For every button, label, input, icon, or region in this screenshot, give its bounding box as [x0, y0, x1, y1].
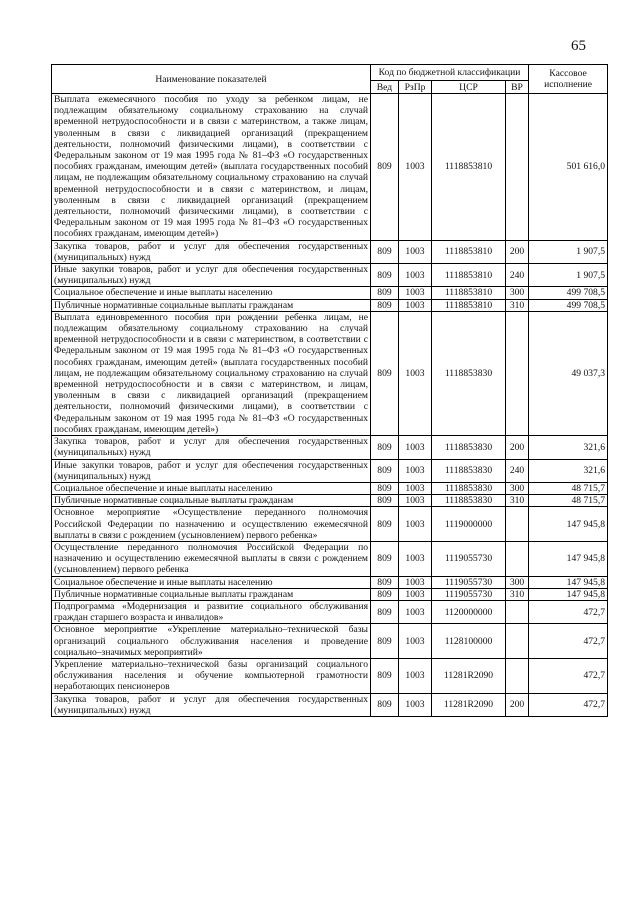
row-name: Выплата единовременного пособия при рождении ребенка лицам, не подлежащим обязательному социальному страхованию на случай временной нетрудоспособности и в связи с материнством, в соответствии с Федеральным законом от 19 мая 1995 года № 81–ФЗ «О государственных пособиях гражданам, имеющим детей» (выплата государственных пособий лицам, не подлежащим обязательному социальному страхованию на случай временной нетрудоспособности и в связи с материнством, и лицам, уволенным в связи с ликвидацией организаций (прекращением деятельности, полномочий физическими лицами), в соответствии с Федеральным законом от 19 мая 1995 года № 81–ФЗ «О государственных пособиях гражданам, имеющим детей») — [52, 311, 371, 435]
row-amount: 321,6 — [529, 436, 608, 459]
row-amount: 321,6 — [529, 459, 608, 482]
row-name: Социальное обеспечение и иные выплаты населению — [52, 482, 371, 494]
header-ved: Вед — [371, 81, 399, 94]
row-ved: 809 — [371, 311, 399, 435]
row-vr — [506, 658, 529, 693]
row-vr — [506, 624, 529, 659]
row-name: Подпрограмма «Модернизация и развитие социального обслуживания граждан старшего возраста и инвалидов» — [52, 600, 371, 623]
row-csr: 1118853830 — [432, 482, 506, 494]
row-vr: 310 — [506, 495, 529, 507]
row-amount: 501 616,0 — [529, 94, 608, 241]
row-rzpr: 1003 — [399, 459, 432, 482]
row-name: Закупка товаров, работ и услуг для обеспечения государственных (муниципальных) нужд — [52, 436, 371, 459]
row-csr: 1119055730 — [432, 588, 506, 600]
row-rzpr: 1003 — [399, 624, 432, 659]
row-ved: 809 — [371, 693, 399, 716]
row-rzpr: 1003 — [399, 658, 432, 693]
table-row — [52, 624, 608, 659]
row-name: Закупка товаров, работ и услуг для обеспечения государственных (муниципальных) нужд — [52, 240, 371, 263]
row-csr: 1118853810 — [432, 94, 506, 241]
table-row — [52, 495, 608, 507]
table-row — [52, 482, 608, 494]
row-amount: 48 715,7 — [529, 482, 608, 494]
row-name: Иные закупки товаров, работ и услуг для обеспечения государственных (муниципальных) нужд — [52, 459, 371, 482]
row-amount: 147 945,8 — [529, 541, 608, 576]
row-rzpr: 1003 — [399, 94, 432, 241]
row-amount: 147 945,8 — [529, 507, 608, 542]
row-rzpr: 1003 — [399, 600, 432, 623]
row-amount: 49 037,3 — [529, 311, 608, 435]
table-row — [52, 436, 608, 459]
row-rzpr: 1003 — [399, 576, 432, 588]
row-rzpr: 1003 — [399, 507, 432, 542]
row-ved: 809 — [371, 264, 399, 287]
header-cash: Кассовое исполнение — [529, 65, 608, 94]
row-rzpr: 1003 — [399, 264, 432, 287]
row-rzpr: 1003 — [399, 541, 432, 576]
row-vr: 300 — [506, 287, 529, 299]
row-amount: 499 708,5 — [529, 287, 608, 299]
row-vr: 240 — [506, 264, 529, 287]
table-row — [52, 576, 608, 588]
page-number: 65 — [571, 38, 586, 54]
table-row — [52, 600, 608, 623]
row-name: Выплата ежемесячного пособия по уходу за ребенком лицам, не подлежащим обязательному социальному страхованию на случай временной нетрудоспособности и в связи с материнством, а также лицам, уволенным в связи с ликвидацией организаций (прекращением деятельности, полномочий физическими лицами), в соответствии с Федеральным законом от 19 мая 1995 года № 81–ФЗ «О государственных пособиях гражданам, имеющим детей» (выплата государственных пособий лицам, не подлежащим обязательному социальному страхованию на случай временной нетрудоспособности и в связи с материнством, и лицам, уволенным в связи с ликвидацией организаций (прекращением деятельности, полномочий физическими лицами), в соответствии с Федеральным законом от 19 мая 1995 года № 81–ФЗ «О государственных пособиях гражданам, имеющим детей») — [52, 94, 371, 241]
table-row — [52, 299, 608, 311]
table-row — [52, 658, 608, 693]
row-rzpr: 1003 — [399, 482, 432, 494]
row-name: Социальное обеспечение и иные выплаты населению — [52, 287, 371, 299]
row-amount: 147 945,8 — [529, 576, 608, 588]
table-row — [52, 287, 608, 299]
table-row — [52, 541, 608, 576]
budget-table — [51, 64, 608, 717]
row-rzpr: 1003 — [399, 588, 432, 600]
row-name: Укрепление материально–технической базы организаций социального обслуживания населения и обучение компьютерной грамотности неработающих пенсионеров — [52, 658, 371, 693]
row-amount: 472,7 — [529, 658, 608, 693]
header-vr: ВР — [506, 81, 529, 94]
row-vr — [506, 311, 529, 435]
row-ved: 809 — [371, 507, 399, 542]
row-vr: 200 — [506, 693, 529, 716]
row-vr: 300 — [506, 576, 529, 588]
table-row — [52, 459, 608, 482]
row-name: Основное мероприятие «Осуществление переданного полномочия Российской Федерации по назначению и осуществлению ежемесячной выплаты в связи с рождением (усыновлением) первого ребенка» — [52, 507, 371, 542]
table-row — [52, 240, 608, 263]
row-rzpr: 1003 — [399, 287, 432, 299]
row-name: Публичные нормативные социальные выплаты гражданам — [52, 495, 371, 507]
row-vr — [506, 541, 529, 576]
row-vr — [506, 507, 529, 542]
table-row — [52, 94, 608, 241]
row-name: Публичные нормативные социальные выплаты гражданам — [52, 588, 371, 600]
row-ved: 809 — [371, 482, 399, 494]
row-amount: 499 708,5 — [529, 299, 608, 311]
row-vr: 200 — [506, 436, 529, 459]
row-ved: 809 — [371, 658, 399, 693]
row-csr: 1118853810 — [432, 264, 506, 287]
row-rzpr: 1003 — [399, 693, 432, 716]
row-csr: 1118853810 — [432, 240, 506, 263]
row-amount: 472,7 — [529, 600, 608, 623]
row-ved: 809 — [371, 459, 399, 482]
table-row — [52, 693, 608, 716]
row-ved: 809 — [371, 541, 399, 576]
row-vr: 300 — [506, 482, 529, 494]
row-csr: 1118853830 — [432, 436, 506, 459]
row-vr: 200 — [506, 240, 529, 263]
row-ved: 809 — [371, 576, 399, 588]
row-rzpr: 1003 — [399, 299, 432, 311]
row-csr: 1120000000 — [432, 600, 506, 623]
row-ved: 809 — [371, 624, 399, 659]
row-csr: 1119000000 — [432, 507, 506, 542]
row-vr: 310 — [506, 299, 529, 311]
row-vr: 240 — [506, 459, 529, 482]
row-ved: 809 — [371, 299, 399, 311]
table-row — [52, 311, 608, 435]
row-amount: 472,7 — [529, 624, 608, 659]
row-rzpr: 1003 — [399, 436, 432, 459]
table-row — [52, 264, 608, 287]
row-rzpr: 1003 — [399, 240, 432, 263]
row-csr: 1119055730 — [432, 541, 506, 576]
row-csr: 11281R2090 — [432, 693, 506, 716]
row-csr: 1118853830 — [432, 311, 506, 435]
row-ved: 809 — [371, 287, 399, 299]
row-ved: 809 — [371, 436, 399, 459]
row-name: Основное мероприятие «Укрепление материально–технической базы организаций социального обслуживания населения и проведение социально–значимых мероприятий» — [52, 624, 371, 659]
row-name: Закупка товаров, работ и услуг для обеспечения государственных (муниципальных) нужд — [52, 693, 371, 716]
header-name: Наименование показателей — [52, 65, 371, 94]
row-amount: 1 907,5 — [529, 264, 608, 287]
table-row — [52, 507, 608, 542]
row-ved: 809 — [371, 495, 399, 507]
header-rzpr: РзПр — [399, 81, 432, 94]
row-name: Иные закупки товаров, работ и услуг для обеспечения государственных (муниципальных) нужд — [52, 264, 371, 287]
row-amount: 472,7 — [529, 693, 608, 716]
row-rzpr: 1003 — [399, 495, 432, 507]
row-csr: 1118853810 — [432, 287, 506, 299]
row-amount: 48 715,7 — [529, 495, 608, 507]
row-csr: 11281R2090 — [432, 658, 506, 693]
row-ved: 809 — [371, 588, 399, 600]
table-row — [52, 588, 608, 600]
row-ved: 809 — [371, 240, 399, 263]
row-rzpr: 1003 — [399, 311, 432, 435]
row-name: Осуществление переданного полномочия Российской Федерации по назначению и осуществлению ежемесячной выплаты в связи с рождением (усыновлением) первого ребенка — [52, 541, 371, 576]
row-csr: 1128100000 — [432, 624, 506, 659]
row-name: Социальное обеспечение и иные выплаты населению — [52, 576, 371, 588]
row-ved: 809 — [371, 600, 399, 623]
row-csr: 1119055730 — [432, 576, 506, 588]
row-ved: 809 — [371, 94, 399, 241]
row-vr: 310 — [506, 588, 529, 600]
row-amount: 147 945,8 — [529, 588, 608, 600]
row-csr: 1118853830 — [432, 495, 506, 507]
row-csr: 1118853830 — [432, 459, 506, 482]
header-code-group: Код по бюджетной классификации — [371, 65, 529, 81]
row-name: Публичные нормативные социальные выплаты гражданам — [52, 299, 371, 311]
row-vr — [506, 600, 529, 623]
row-csr: 1118853810 — [432, 299, 506, 311]
header-csr: ЦСР — [432, 81, 506, 94]
row-amount: 1 907,5 — [529, 240, 608, 263]
row-vr — [506, 94, 529, 241]
